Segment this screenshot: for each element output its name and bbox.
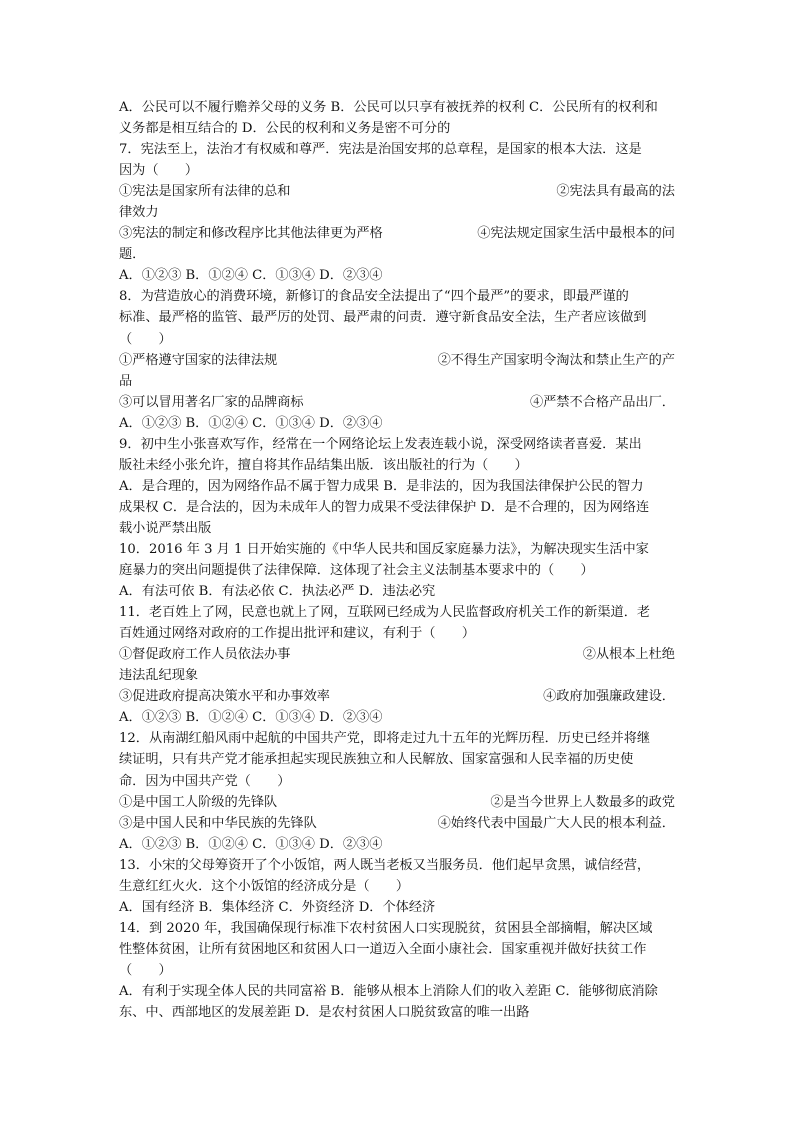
option-statement: ②宪法具有最高的法: [556, 184, 675, 200]
text-line: A．是合理的，因为网络作品不属于智力成果 B．是非法的，因为我国法律保护公民的智力: [119, 478, 644, 494]
option-pair-line: [119, 350, 675, 371]
text-line: A．国有经济 B．集体经济 C．外资经济 D．个体经济: [119, 899, 436, 915]
text-line: 成果权 C．是合法的，因为未成年人的智力成果不受法律保护 D．是不合理的，因为网络连: [119, 499, 650, 515]
option-pair-line: [119, 392, 675, 413]
text-line: 百姓通过网络对政府的工作提出批评和建议，有利于（ ）: [119, 626, 476, 642]
text-line: 标准、最严格的监管、最严厉的处罚、最严肃的问责．遵守新食品安全法，生产者应该做到: [119, 310, 647, 326]
text-line: A．①②③ B．①②④ C．①③④ D．②③④: [119, 710, 383, 726]
text-line: 续证明，只有共产党才能承担起实现民族独立和人民解放、国家富强和人民幸福的历史使: [119, 752, 634, 768]
text-line: 8．为营造放心的消费环境，新修订的食品安全法提出了“四个最严”的要求，即最严谨的: [119, 289, 629, 305]
text-line: 品: [119, 373, 133, 389]
option-statement: ③可以冒用著名厂家的品牌商标: [119, 394, 304, 410]
text-line: 义务都是相互结合的 D．公民的权利和义务是密不可分的: [119, 121, 451, 137]
text-line: 11．老百姓上了网，民意也就上了网，互联网已经成为人民监督政府机关工作的新渠道．老: [119, 605, 651, 621]
text-line: 载小说严禁出版: [119, 520, 212, 536]
text-line: 东、中、西部地区的发展差距 D．是农村贫困人口脱贫致富的唯一出路: [119, 1005, 530, 1021]
question-text-block: [119, 97, 675, 1023]
option-statement: ④严禁不合格产品出厂．: [529, 394, 675, 410]
text-line: （ ）: [119, 331, 172, 347]
option-pair-line: [119, 181, 675, 202]
text-line: 违法乱纪现象: [119, 668, 199, 684]
text-line: 性整体贫困，让所有贫困地区和贫困人口一道迈入全面小康社会．国家重视并做好扶贫工作: [119, 941, 647, 957]
text-line: 12．从南湖红船风雨中起航的中国共产党，即将走过九十五年的光辉历程．历史已经并将继: [119, 731, 651, 747]
text-line: 版社未经小张允许，擅自将其作品结集出版．该出版社的行为（ ）: [119, 457, 528, 473]
option-statement: ④政府加强廉政建设．: [543, 689, 675, 705]
option-statement: ③促进政府提高决策水平和办事效率: [119, 689, 330, 705]
option-pair-line: [119, 792, 675, 813]
text-line: 生意红红火火．这个小饭馆的经济成分是（ ）: [119, 878, 410, 894]
text-line: A．公民可以不履行赡养父母的义务 B．公民可以只享有被抚养的权利 C．公民所有的权利和: [119, 100, 658, 115]
text-line: 9．初中生小张喜欢写作，经常在一个网络论坛上发表连载小说，深受网络读者喜爱．某出: [119, 436, 642, 452]
text-line: A．①②③ B．①②④ C．①③④ D．②③④: [119, 836, 383, 852]
option-pair-line: [119, 686, 675, 707]
text-line: 律效力: [119, 205, 159, 221]
text-line: A．①②③ B．①②④ C．①③④ D．②③④: [119, 415, 383, 431]
text-line: A．有法可依 B．有法必依 C．执法必严 D．违法必究: [119, 584, 436, 600]
option-statement: ②是当今世界上人数最多的政党: [490, 794, 675, 810]
option-statement: ③是中国人民和中华民族的先锋队: [119, 815, 317, 831]
option-pair-line: [119, 223, 675, 244]
option-statement: ②从根本上杜绝: [582, 647, 675, 663]
option-pair-line: [119, 813, 675, 834]
option-statement: ②不得生产国家明令淘汰和禁止生产的产: [437, 352, 675, 368]
option-statement: ①宪法是国家所有法律的总和: [119, 184, 291, 200]
text-line: （ ）: [119, 962, 172, 978]
option-pair-line: [119, 644, 675, 665]
text-line: 庭暴力的突出问题提供了法律保障．这体现了社会主义法制基本要求中的（ ）: [119, 563, 594, 579]
option-statement: ③宪法的制定和修改程序比其他法律更为严格: [119, 226, 383, 242]
option-statement: ④宪法规定国家生活中最根本的问: [477, 226, 675, 242]
text-line: A．①②③ B．①②④ C．①③④ D．②③④: [119, 268, 383, 284]
text-line: 13．小宋的父母筹资开了个小饭馆，两人既当老板又当服务员．他们起早贪黑，诚信经营，: [119, 857, 651, 873]
text-line: 14．到 2020 年，我国确保现行标准下农村贫困人口实现脱贫，贫困县全部摘帽，解决区域: [119, 920, 653, 936]
text-line: 因为（ ）: [119, 163, 199, 179]
text-line: A．有利于实现全体人民的共同富裕 B．能够从根本上消除人们的收入差距 C．能够彻底消除: [119, 983, 658, 999]
text-line: 命．因为中国共产党（ ）: [119, 773, 291, 789]
option-statement: ④始终代表中国最广大人民的根本利益．: [437, 815, 675, 831]
option-statement: ①严格遵守国家的法律法规: [119, 352, 278, 368]
option-statement: ①是中国工人阶级的先锋队: [119, 794, 278, 810]
text-line: 题．: [119, 247, 146, 263]
option-statement: ①督促政府工作人员依法办事: [119, 647, 291, 663]
text-line: 10．2016 年 3 月 1 日开始实施的《中华人民共和国反家庭暴力法》，为解决现实生活中家: [119, 541, 649, 557]
text-line: 7．宪法至上，法治才有权威和尊严．宪法是治国安邦的总章程，是国家的根本大法．这是: [119, 142, 642, 158]
